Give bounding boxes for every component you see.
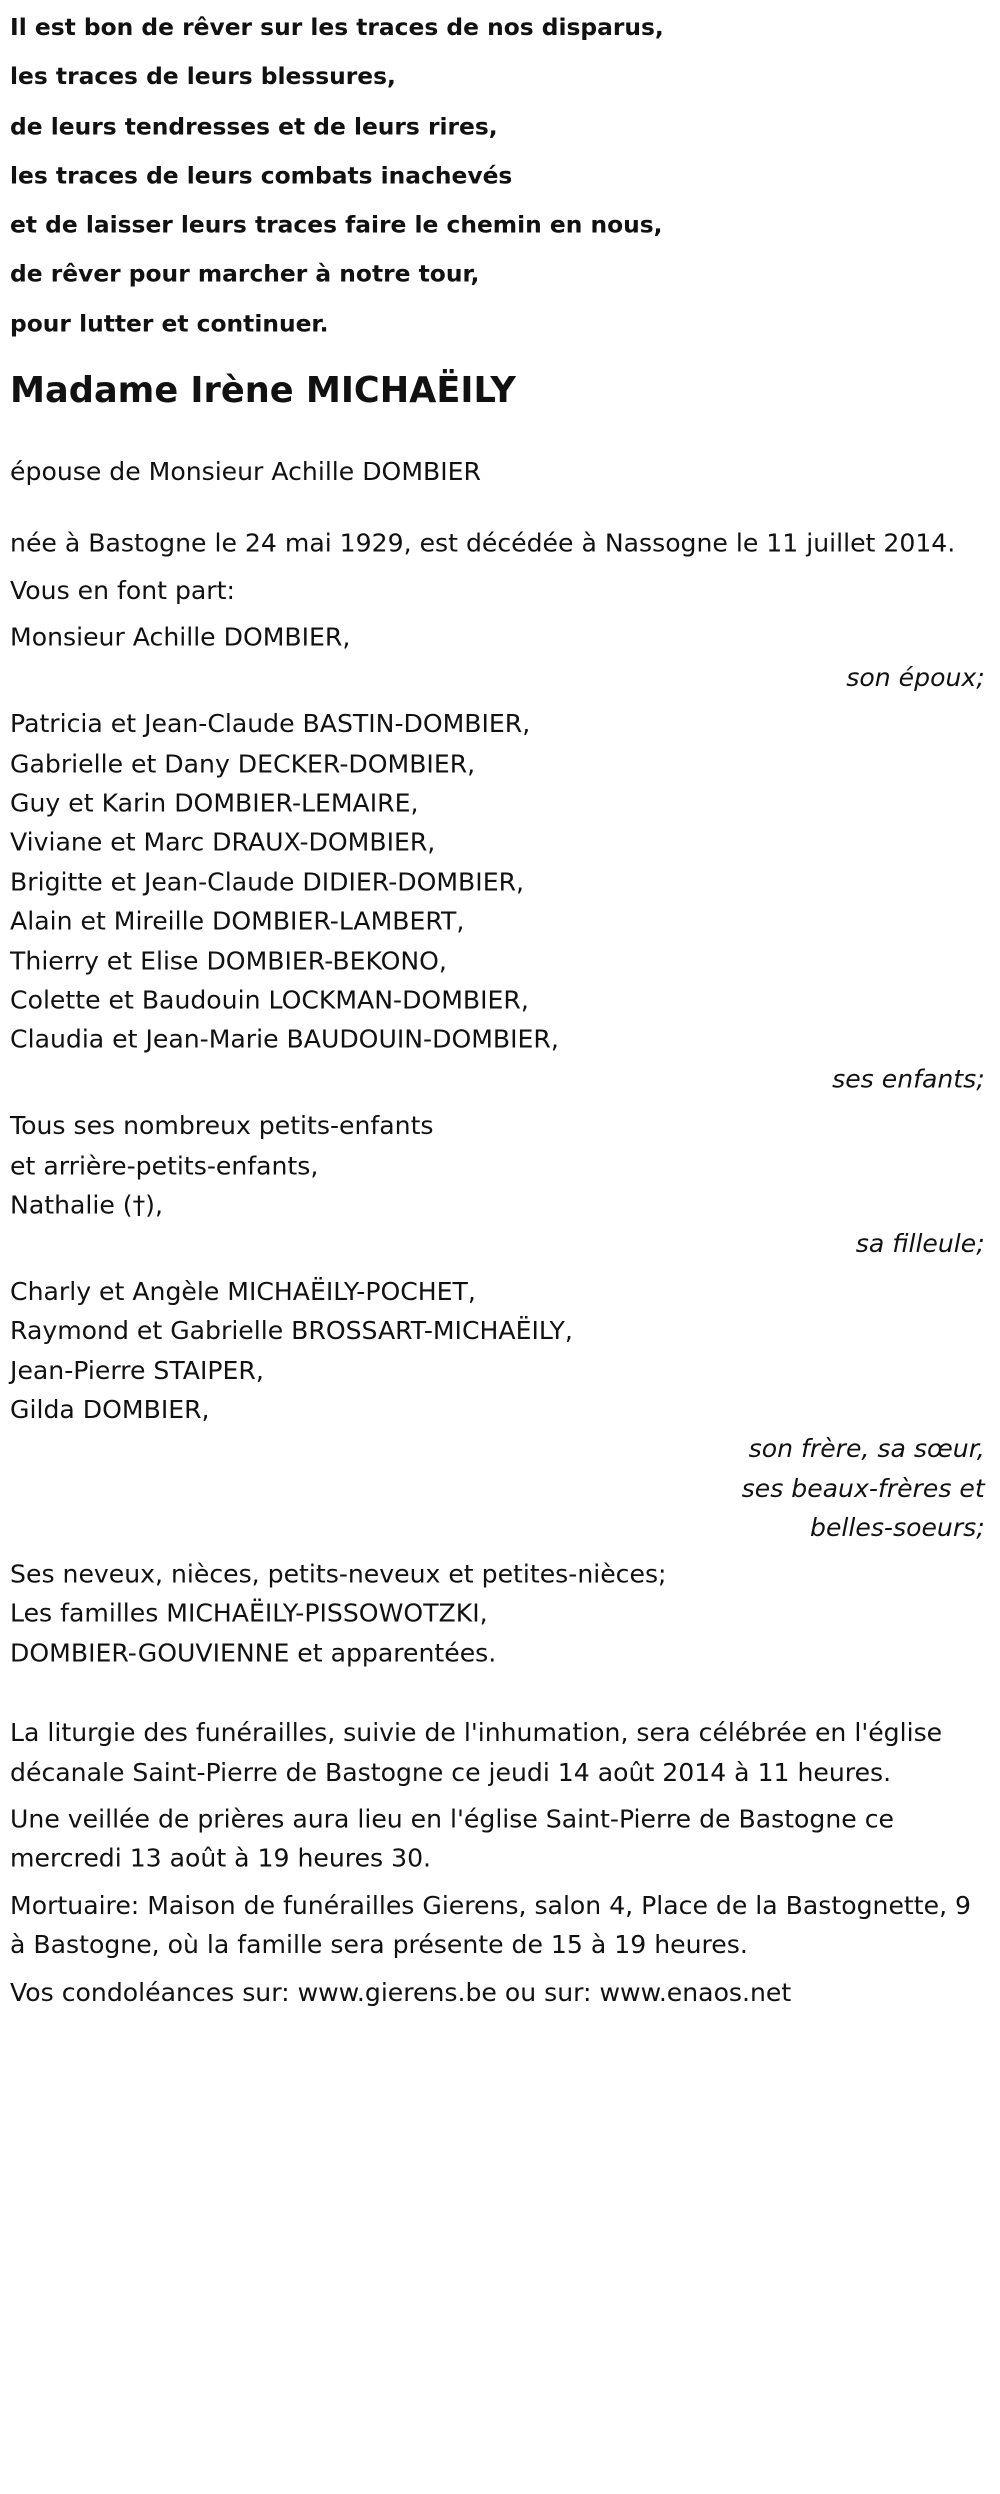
family-member: Alain et Mireille DOMBIER-LAMBERT,: [10, 905, 465, 936]
family-member: Thierry et Elise DOMBIER-BEKONO,: [10, 945, 447, 976]
family-member: Gilda DOMBIER,: [10, 1394, 210, 1425]
family-member: Tous ses nombreux petits-enfants: [10, 1110, 434, 1141]
poem-line: Il est bon de rêver sur les traces de nos disparus,: [10, 15, 664, 42]
liturgy-paragraph: La liturgie des funérailles, suivie de l'inhumation, sera célébrée en l'église décanale Saint-Pierre de Bastogne ce jeudi 14 août 2014 à 11 heures.: [10, 1717, 943, 1787]
poem-line: les traces de leurs blessures,: [10, 64, 396, 91]
extended-family-line: Ses neveux, nièces, petits-neveux et petites-nièces;: [10, 1558, 667, 1589]
birth-death-line: née à Bastogne le 24 mai 1929, est décédée à Nassogne le 11 juillet 2014.: [10, 528, 956, 559]
family-role: [10, 1225, 985, 1264]
family-member: Brigitte et Jean-Claude DIDIER-DOMBIER,: [10, 866, 525, 897]
family-group-siblings: [10, 1272, 985, 1547]
family-group-grandchildren: [10, 1107, 985, 1265]
family-member: Gabrielle et Dany DECKER-DOMBIER,: [10, 747, 476, 779]
family-role: [10, 1060, 985, 1099]
extended-family: [10, 1555, 985, 1673]
role-line: ses enfants;: [832, 1063, 985, 1094]
role-line: ses beaux-frères et: [741, 1472, 985, 1503]
family-group-children: [10, 705, 985, 1099]
poem: [10, 4, 985, 349]
family-group-spouse: [10, 618, 985, 697]
family-member: Raymond et Gabrielle BROSSART-MICHAËILY,: [10, 1315, 573, 1346]
family-member: et arrière-petits-enfants,: [10, 1149, 319, 1181]
family-member: Colette et Baudouin LOCKMAN-DOMBIER,: [10, 984, 529, 1015]
poem-line: les traces de leurs combats inachevés: [10, 163, 513, 190]
role-line: son époux;: [846, 661, 985, 692]
vigil-paragraph: Une veillée de prières aura lieu en l'église Saint-Pierre de Bastogne ce mercredi 13 août à 19 heures 30.: [10, 1803, 894, 1874]
role-line: belles-soeurs;: [810, 1512, 985, 1543]
family-member: Viviane et Marc DRAUX-DOMBIER,: [10, 826, 436, 858]
extended-family-line: DOMBIER-GOUVIENNE et apparentées.: [10, 1637, 497, 1668]
condolences-line: Vos condoléances sur: www.gierens.be ou sur: www.enaos.net: [10, 1976, 792, 2007]
family-member: Claudia et Jean-Marie BAUDOUIN-DOMBIER,: [10, 1024, 559, 1055]
spouse-line: épouse de Monsieur Achille DOMBIER: [10, 456, 481, 487]
announcement-intro: Vous en font part:: [10, 575, 235, 606]
deceased-name: Madame Irène MICHAËILY: [10, 369, 516, 411]
family-member: Nathalie (†),: [10, 1189, 163, 1220]
extended-family-line: Les familles MICHAËILY-PISSOWOTZKI,: [10, 1598, 488, 1629]
poem-line: et de laisser leurs traces faire le chemin en nous,: [10, 212, 663, 239]
family-member: Monsieur Achille DOMBIER,: [10, 622, 351, 653]
mortuary-paragraph: Mortuaire: Maison de funérailles Gierens, salon 4, Place de la Bastognette, 9 à Bastogne, où la famille sera présente de 15 à 19 heures.: [10, 1890, 972, 1960]
poem-line: de leurs tendresses et de leurs rires,: [10, 113, 498, 141]
poem-line: pour lutter et continuer.: [10, 311, 329, 338]
family-role: [10, 658, 985, 697]
poem-line: de rêver pour marcher à notre tour,: [10, 261, 480, 289]
family-member: Guy et Karin DOMBIER-LEMAIRE,: [10, 787, 419, 818]
role-line: son frère, sa sœur,: [748, 1433, 985, 1464]
family-member: Jean-Pierre STAIPER,: [10, 1354, 264, 1385]
family-member: Patricia et Jean-Claude BASTIN-DOMBIER,: [10, 708, 531, 739]
family-member: Charly et Angèle MICHAËILY-POCHET,: [10, 1275, 476, 1306]
family-role: [10, 1430, 985, 1548]
role-line: sa filleule;: [855, 1228, 985, 1260]
